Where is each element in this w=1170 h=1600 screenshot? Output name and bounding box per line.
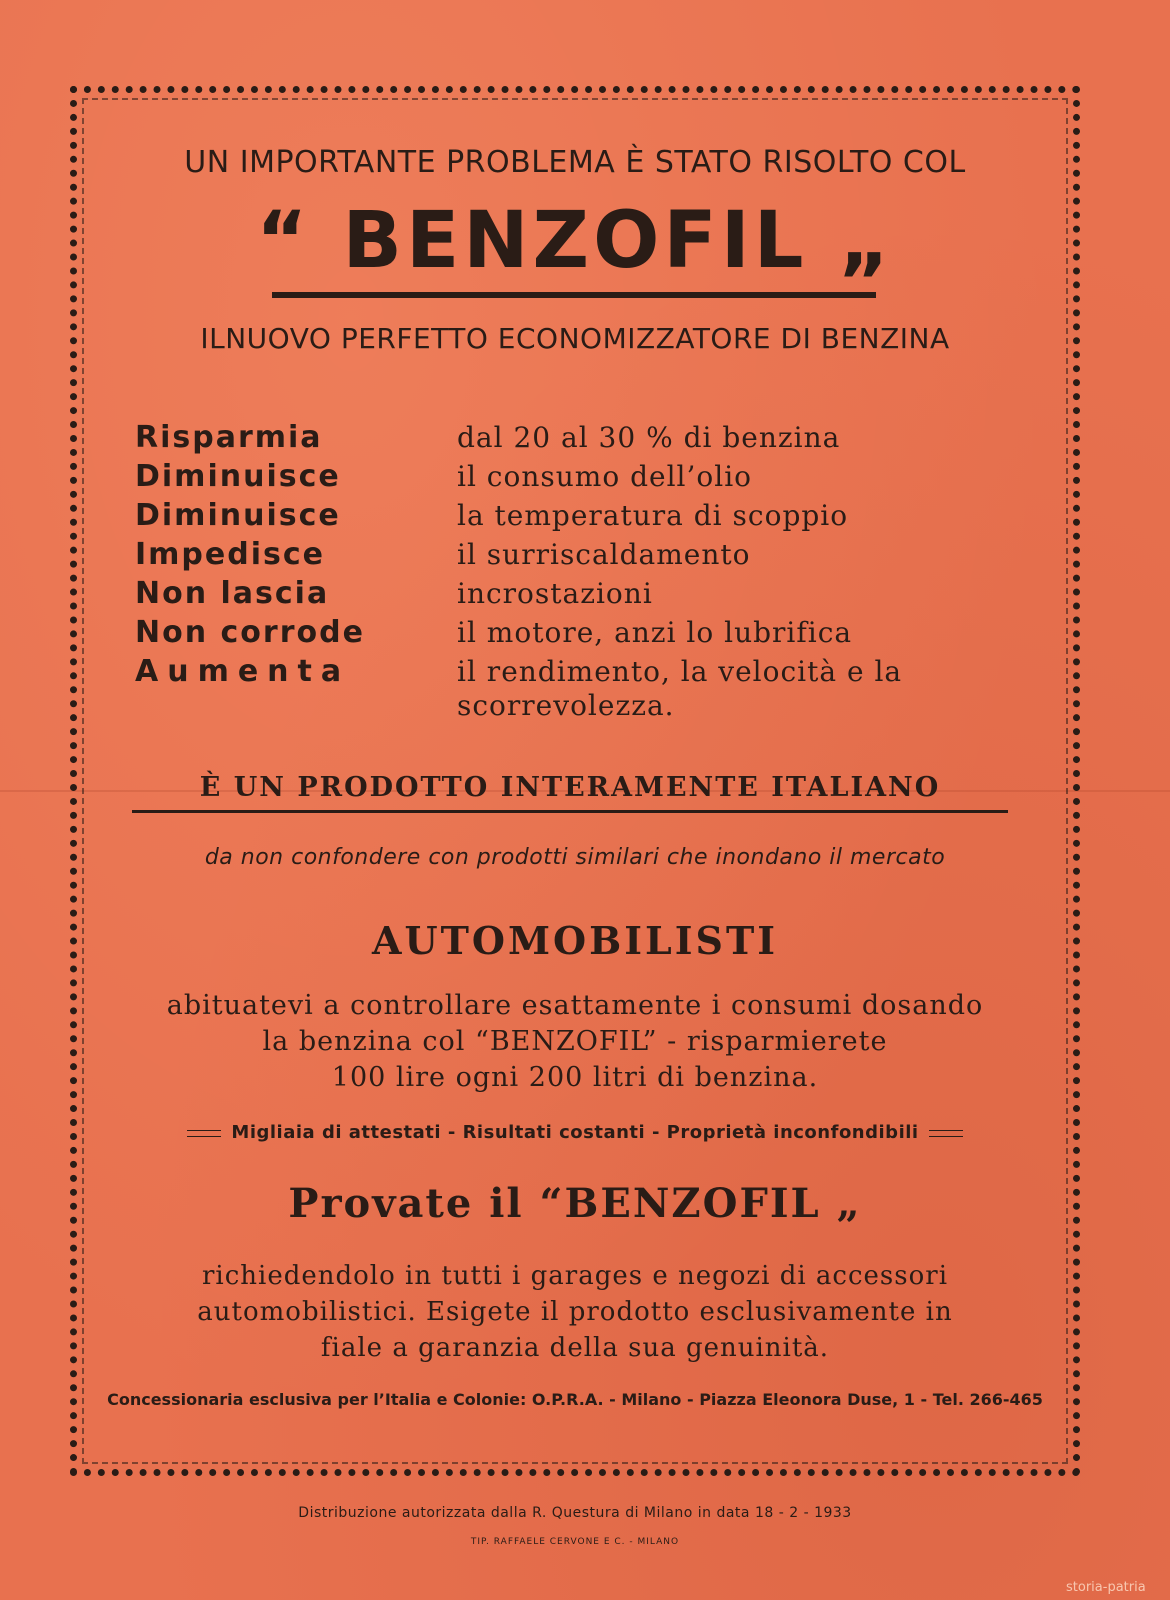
feature-row (135, 420, 1025, 459)
feature-verb: Risparmia (135, 420, 323, 455)
feature-desc: il consumo dell’olio (457, 460, 753, 493)
feature-desc: dal 20 al 30 % di benzina (457, 421, 841, 454)
feature-verb: Non corrode (135, 615, 365, 650)
italian-product-underline (132, 810, 1008, 813)
paragraph-line: abituatevi a controllare esattamente i consumi dosando (166, 990, 984, 1021)
feature-verb: Diminuisce (135, 498, 341, 533)
feature-desc: il rendimento, la velocità e la scorrevolezza. (457, 655, 903, 722)
subtitle: ILNUOVO PERFETTO ECONOMIZZATORE DI BENZINA (200, 322, 950, 355)
feature-verb: Non lascia (135, 576, 330, 611)
italian-product-heading: È UN PRODOTTO INTERAMENTE ITALIANO (199, 772, 941, 803)
motorists-paragraph (90, 988, 1060, 1096)
feature-verb: Impedisce (135, 537, 325, 572)
headline: UN IMPORTANTE PROBLEMA È STATO RISOLTO COL (184, 145, 966, 180)
dash-ornament (187, 1130, 221, 1137)
feature-row (135, 537, 1025, 576)
brand-title: “ BENZOFIL „ (256, 196, 894, 286)
try-heading: Provate il “BENZOFIL „ (288, 1180, 862, 1227)
paragraph-line: fiale a garanzia della sua genuinità. (320, 1333, 830, 1363)
testimonial-text: Migliaia di attestati - Risultati costanti - Proprietà inconfondibili (231, 1122, 919, 1143)
feature-row (135, 615, 1025, 654)
paragraph-line: automobilistici. Esigete il prodotto esclusivamente in (197, 1297, 953, 1327)
purchase-paragraph (140, 1258, 1010, 1366)
dash-ornament (929, 1130, 963, 1137)
dealer-info: Concessionaria esclusiva per l’Italia e Colonie: O.P.R.A. - Milano - Piazza Eleonora Duse, 1 - Tel. 266-465 (107, 1390, 1043, 1409)
feature-desc: il motore, anzi lo lubrifica (457, 616, 853, 649)
paragraph-line: la benzina col “BENZOFIL” - risparmierete (262, 1026, 888, 1057)
feature-row (135, 498, 1025, 537)
feature-desc: incrostazioni (457, 577, 653, 610)
warning-line: da non confondere con prodotti similari che inondano il mercato (204, 845, 946, 870)
feature-desc: la temperatura di scoppio (457, 499, 849, 532)
feature-row (135, 654, 1025, 723)
paragraph-line: 100 lire ogni 200 litri di benzina. (331, 1062, 819, 1093)
motorists-heading: AUTOMOBILISTI (371, 918, 779, 963)
feature-row (135, 576, 1025, 615)
paragraph-line: richiedendolo in tutti i garages e negozi di accessori (201, 1261, 949, 1291)
distribution-notice: Distribuzione autorizzata dalla R. Questura di Milano in data 18 - 2 - 1933 (298, 1505, 852, 1521)
printer-credit: TIP. RAFFAELE CERVONE E C. - MILANO (470, 1537, 680, 1547)
feature-verb: Aumenta (135, 654, 351, 689)
brand-underline (272, 292, 876, 298)
feature-desc: il surriscaldamento (457, 538, 751, 571)
feature-verb: Diminuisce (135, 459, 341, 494)
watermark: storia-patria (1066, 1580, 1146, 1595)
testimonial-line (90, 1122, 1060, 1143)
feature-list (135, 420, 1025, 723)
feature-row (135, 459, 1025, 498)
